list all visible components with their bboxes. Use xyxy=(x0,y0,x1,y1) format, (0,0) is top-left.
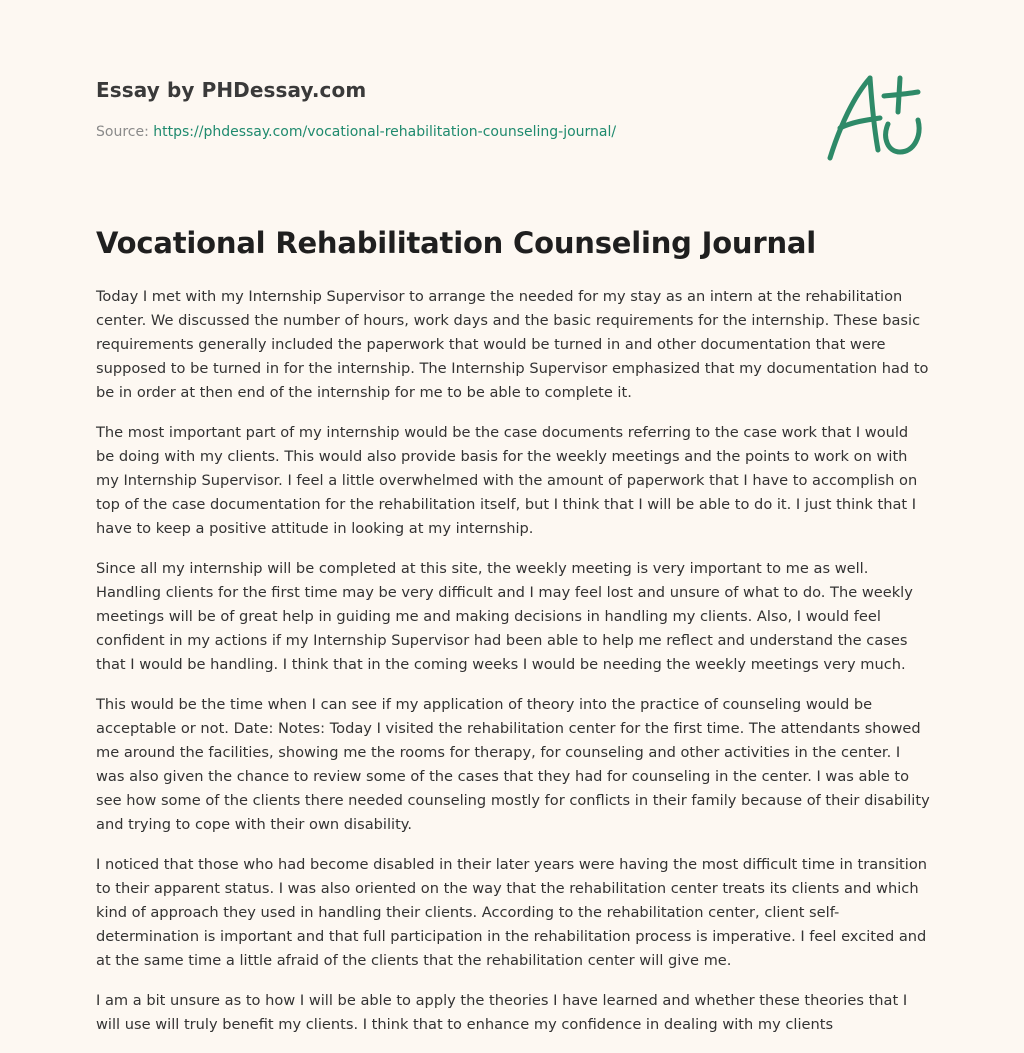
logo-letter-a-right-stroke xyxy=(870,78,878,150)
source-link[interactable]: https://phdessay.com/vocational-rehabilitation-counseling-journal/ xyxy=(153,124,617,140)
essay-paragraph: I am a bit unsure as to how I will be able to apply the theories I have learned and whether these theories that I will use will truly benefit my clients. I think that to enhance my confidence in dealing with my clients xyxy=(96,992,908,1033)
a-plus-logo xyxy=(818,66,930,166)
essay-paragraph: This would be the time when I can see if my application of theory into the practice of counseling would be acceptable or not. Date: Notes: Today I visited the rehabilitation center for the first time. The attendants showed me around the facilities, showing me the rooms for therapy, for counseling and other activities in the center. I was also given the chance to review some of the cases that they had for counseling in the center. I was able to see how some of the clients there needed counseling mostly for conflicts in their family because of their disability and trying to cope with their own disability. xyxy=(96,696,930,833)
logo-plus-horizontal xyxy=(884,92,918,96)
essay-title: Vocational Rehabilitation Counseling Journal xyxy=(96,226,817,260)
source-line xyxy=(96,124,616,140)
essay-paragraph: I noticed that those who had become disabled in their later years were having the most difficult time in transition to their apparent status. I was also oriented on the way that the rehabilitation center treats its clients and which kind of approach they used in handling their clients. According to the rehabilitation center, client self-determination is important and that full participation in the rehabilitation process is imperative. I feel excited and at the same time a little afraid of the clients that the rehabilitation center will give me. xyxy=(96,856,928,969)
essay-paragraph: Since all my internship will be completed at this site, the weekly meeting is very important to me as well. Handling clients for the first time may be very difficult and I may feel lost and unsure of what to do. The weekly meetings will be of great help in guiding me and making decisions in handling my clients. Also, I would feel confident in my actions if my Internship Supervisor had been able to help me reflect and understand the cases that I would be handling. I think that in the coming weeks I would be needing the weekly meetings very much. xyxy=(96,560,913,673)
site-title: Essay by PHDessay.com xyxy=(96,78,367,102)
logo-circle-stroke xyxy=(886,120,919,152)
essay-paragraph: The most important part of my internship would be the case documents referring to the case work that I would be doing with my clients. This would also provide basis for the weekly meetings and the points to work on with my Internship Supervisor. I feel a little overwhelmed with the amount of paperwork that I have to accomplish on top of the case documentation for the rehabilitation itself, but I think that I will be able to do it. I just think that I have to keep a positive attitude in looking at my internship. xyxy=(96,424,918,537)
source-label: Source: xyxy=(96,124,149,140)
essay-body xyxy=(96,285,930,1053)
logo-letter-a-left-stroke xyxy=(830,78,870,158)
essay-paragraph: Today I met with my Internship Supervisor to arrange the needed for my stay as an intern at the rehabilitation center. We discussed the number of hours, work days and the basic requirements for the internship. These basic requirements generally included the paperwork that would be turned in and other documentation that were supposed to be turned in for the internship. The Internship Supervisor emphasized that my documentation had to be in order at then end of the internship for me to be able to complete it. xyxy=(96,288,929,401)
